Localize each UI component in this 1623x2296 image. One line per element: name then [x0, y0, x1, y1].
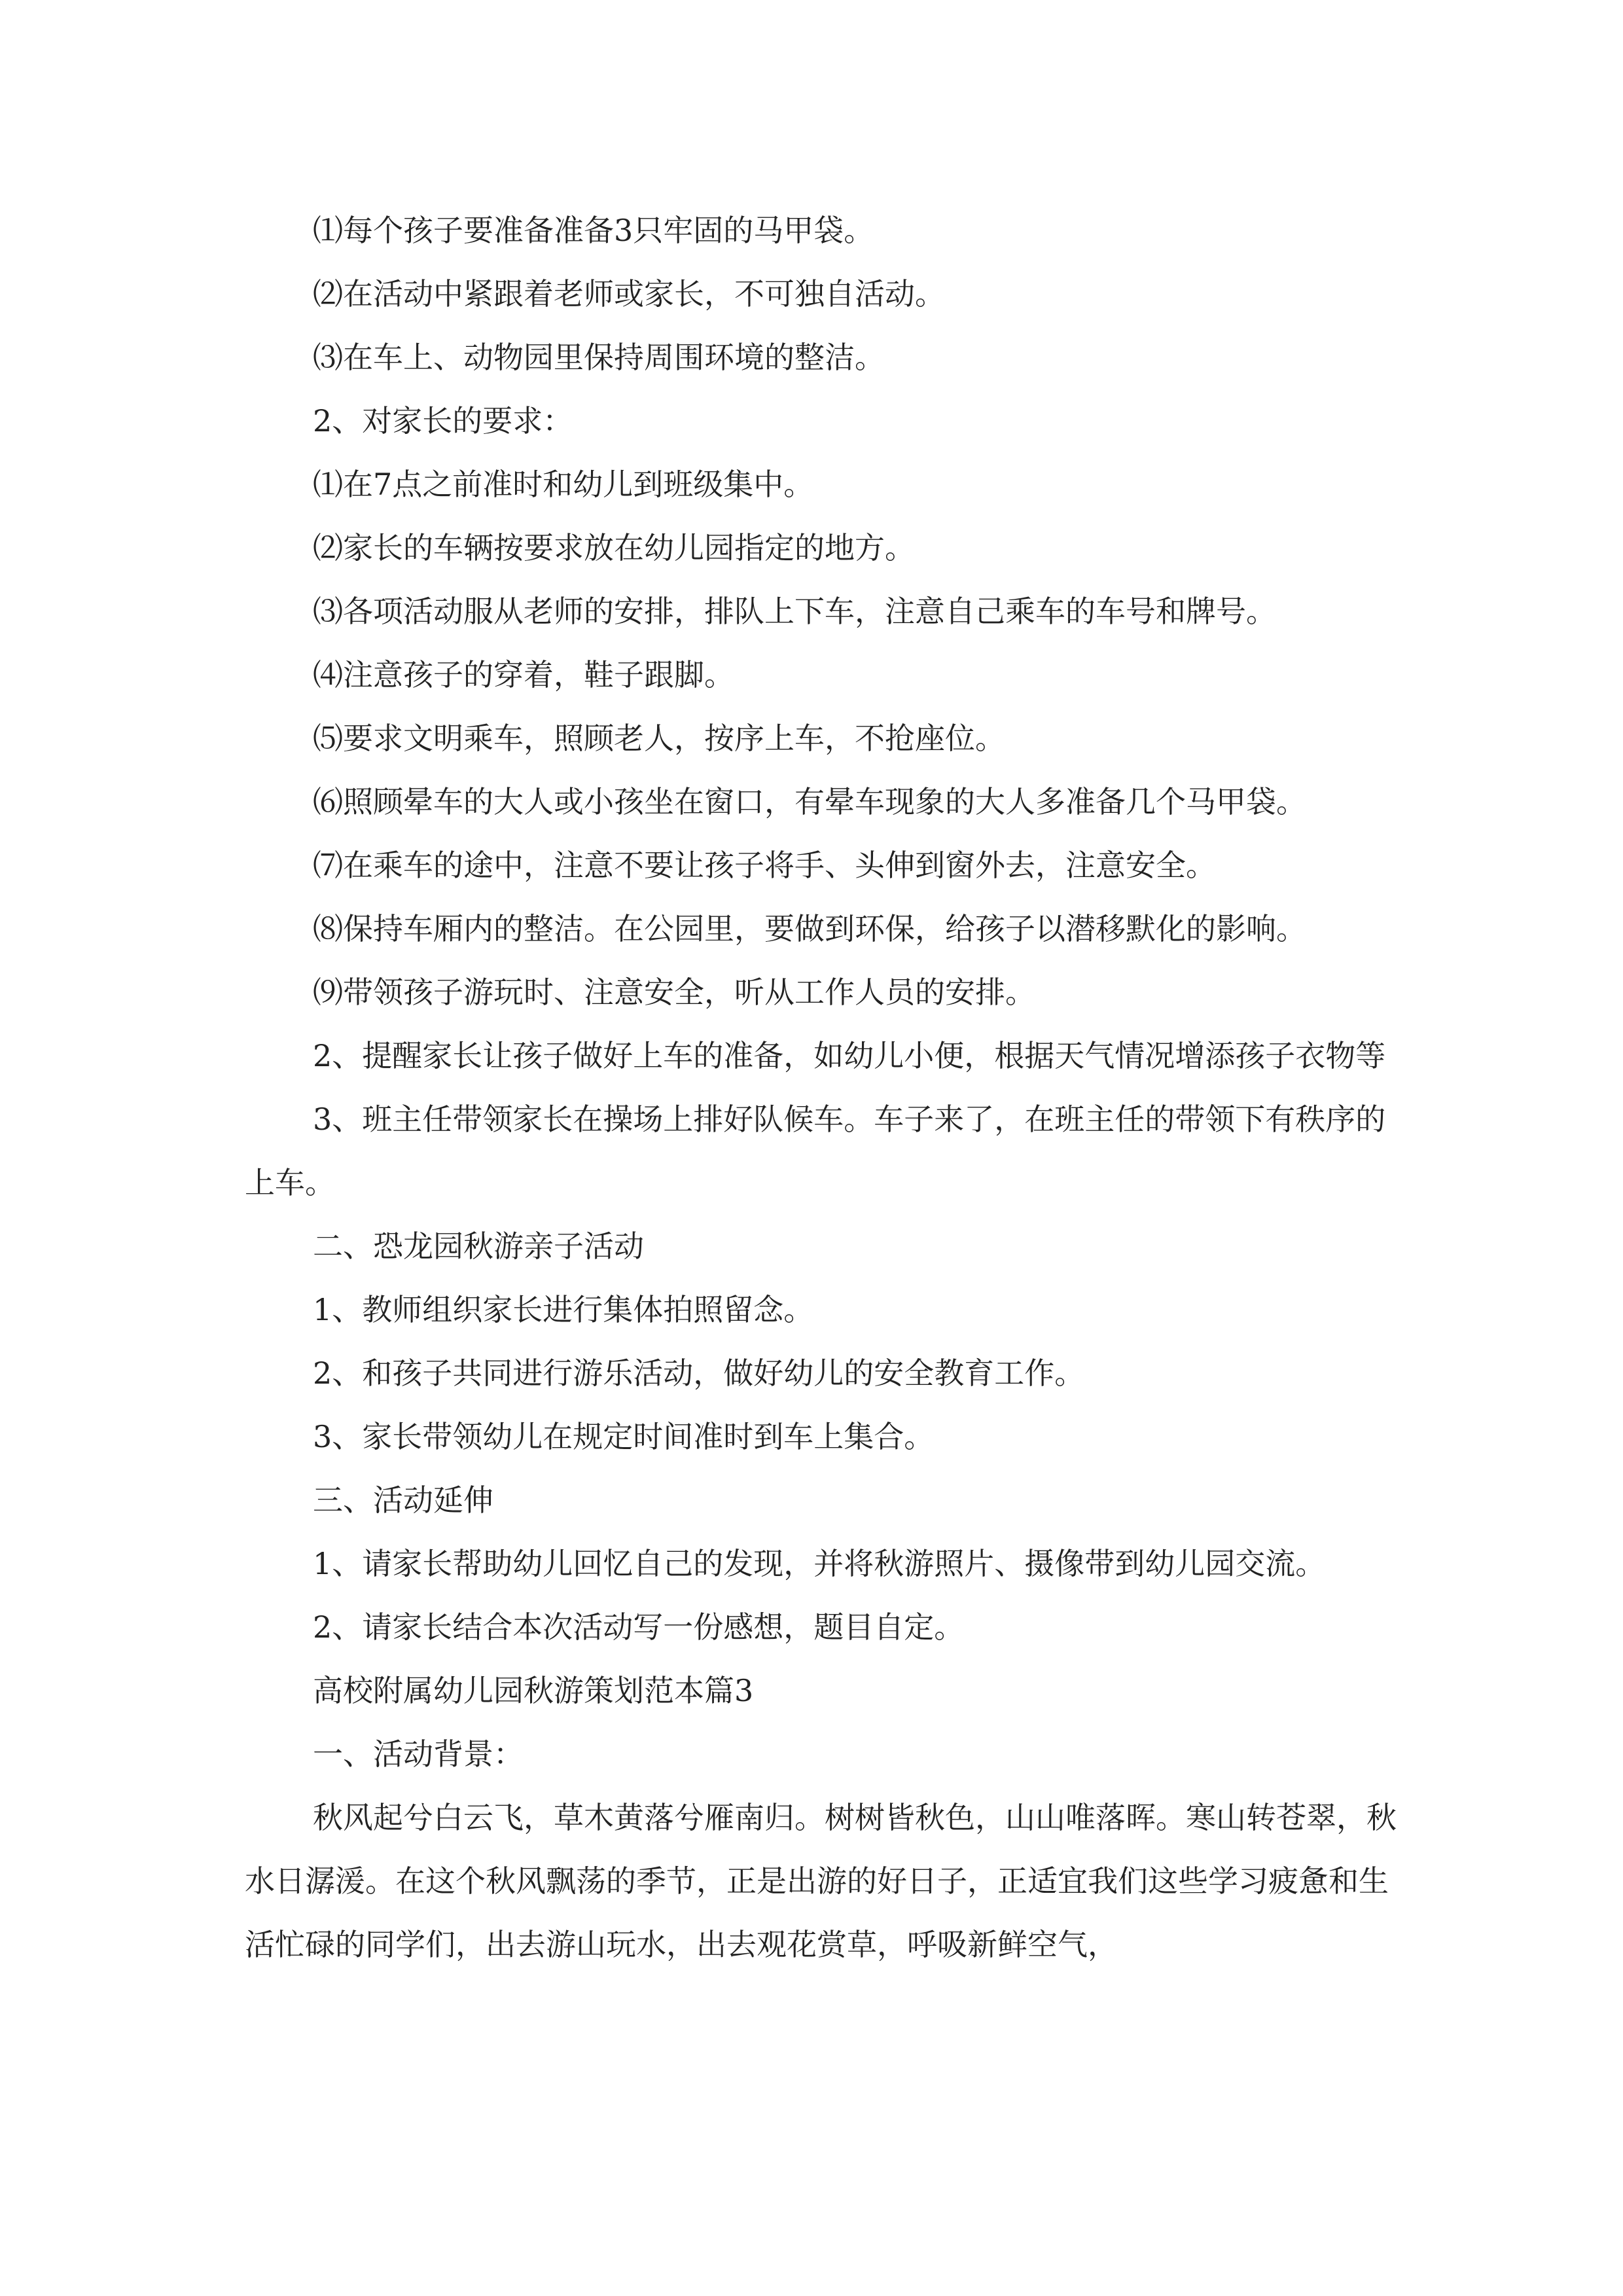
section-heading-parent-requirements: 2、对家长的要求：	[313, 403, 573, 439]
list-item-vehicle-parking: ⑵家长的车辆按要求放在幼儿园指定的地方。	[313, 530, 915, 565]
section-heading-background: 一、活动背景：	[313, 1736, 524, 1772]
list-item-group-photo: 1、教师组织家长进行集体拍照留念。	[313, 1292, 814, 1327]
list-item-play-safety: ⑼带领孩子游玩时、注意安全，听从工作人员的安排。	[313, 975, 1035, 1010]
list-item-follow-arrangement: ⑶各项活动服从老师的安排，排队上下车，注意自己乘车的车号和牌号。	[313, 594, 1276, 629]
list-item-cleanliness: ⑶在车上、动物园里保持周围环境的整洁。	[313, 340, 885, 375]
list-item-environment: ⑻保持车厢内的整洁。在公园里，要做到环保，给孩子以潜移默化的影响。	[313, 911, 1306, 946]
section-heading-extension: 三、活动延伸	[313, 1482, 493, 1518]
paragraph-autumn-background: 秋风起兮白云飞，草木黄落兮雁南归。树树皆秋色，山山唯落晖。寒山转苍翠，秋水日潺湲。在这个秋风飘荡的季节，正是出游的好日子，正适宜我们这些学习疲惫和生活忙碌的同学们，出去游山玩水，出去观花赏草，呼吸新鲜空气，	[245, 1800, 1397, 1962]
list-item-write-reflection: 2、请家长结合本次活动写一份感想，题目自定。	[313, 1609, 965, 1645]
list-item-arrive-time: ⑴在7点之前准时和幼儿到班级集中。	[313, 467, 814, 502]
section-title-sample-3: 高校附属幼儿园秋游策划范本篇3	[313, 1673, 754, 1708]
list-item-bags: ⑴每个孩子要准备准备3只牢固的马甲袋。	[313, 213, 874, 248]
list-item-recall-discoveries: 1、请家长帮助幼儿回忆自己的发现，并将秋游照片、摄像带到幼儿园交流。	[313, 1546, 1326, 1581]
list-item-civil-riding: ⑸要求文明乘车，照顾老人，按序上车，不抢座位。	[313, 721, 1005, 756]
document-body	[245, 199, 1397, 1977]
paragraph-line-up: 3、班主任带领家长在操场上排好队候车。车子来了，在班主任的带领下有秩序的上车。	[245, 1102, 1386, 1200]
list-item-follow-teacher: ⑵在活动中紧跟着老师或家长，不可独自活动。	[313, 276, 945, 312]
list-item-window-safety: ⑺在乘车的途中，注意不要让孩子将手、头伸到窗外去，注意安全。	[313, 848, 1216, 883]
list-item-clothing: ⑷注意孩子的穿着，鞋子跟脚。	[313, 657, 734, 692]
paragraph-prepare-boarding: 2、提醒家长让孩子做好上车的准备，如幼儿小便，根据天气情况增添孩子衣物等	[313, 1038, 1386, 1073]
section-heading-dinosaur-park: 二、恐龙园秋游亲子活动	[313, 1229, 644, 1264]
list-item-play-activities: 2、和孩子共同进行游乐活动，做好幼儿的安全教育工作。	[313, 1355, 1085, 1391]
list-item-gather-on-time: 3、家长带领幼儿在规定时间准时到车上集合。	[313, 1419, 935, 1454]
list-item-carsickness: ⑹照顾晕车的大人或小孩坐在窗口，有晕车现象的大人多准备几个马甲袋。	[313, 784, 1306, 819]
